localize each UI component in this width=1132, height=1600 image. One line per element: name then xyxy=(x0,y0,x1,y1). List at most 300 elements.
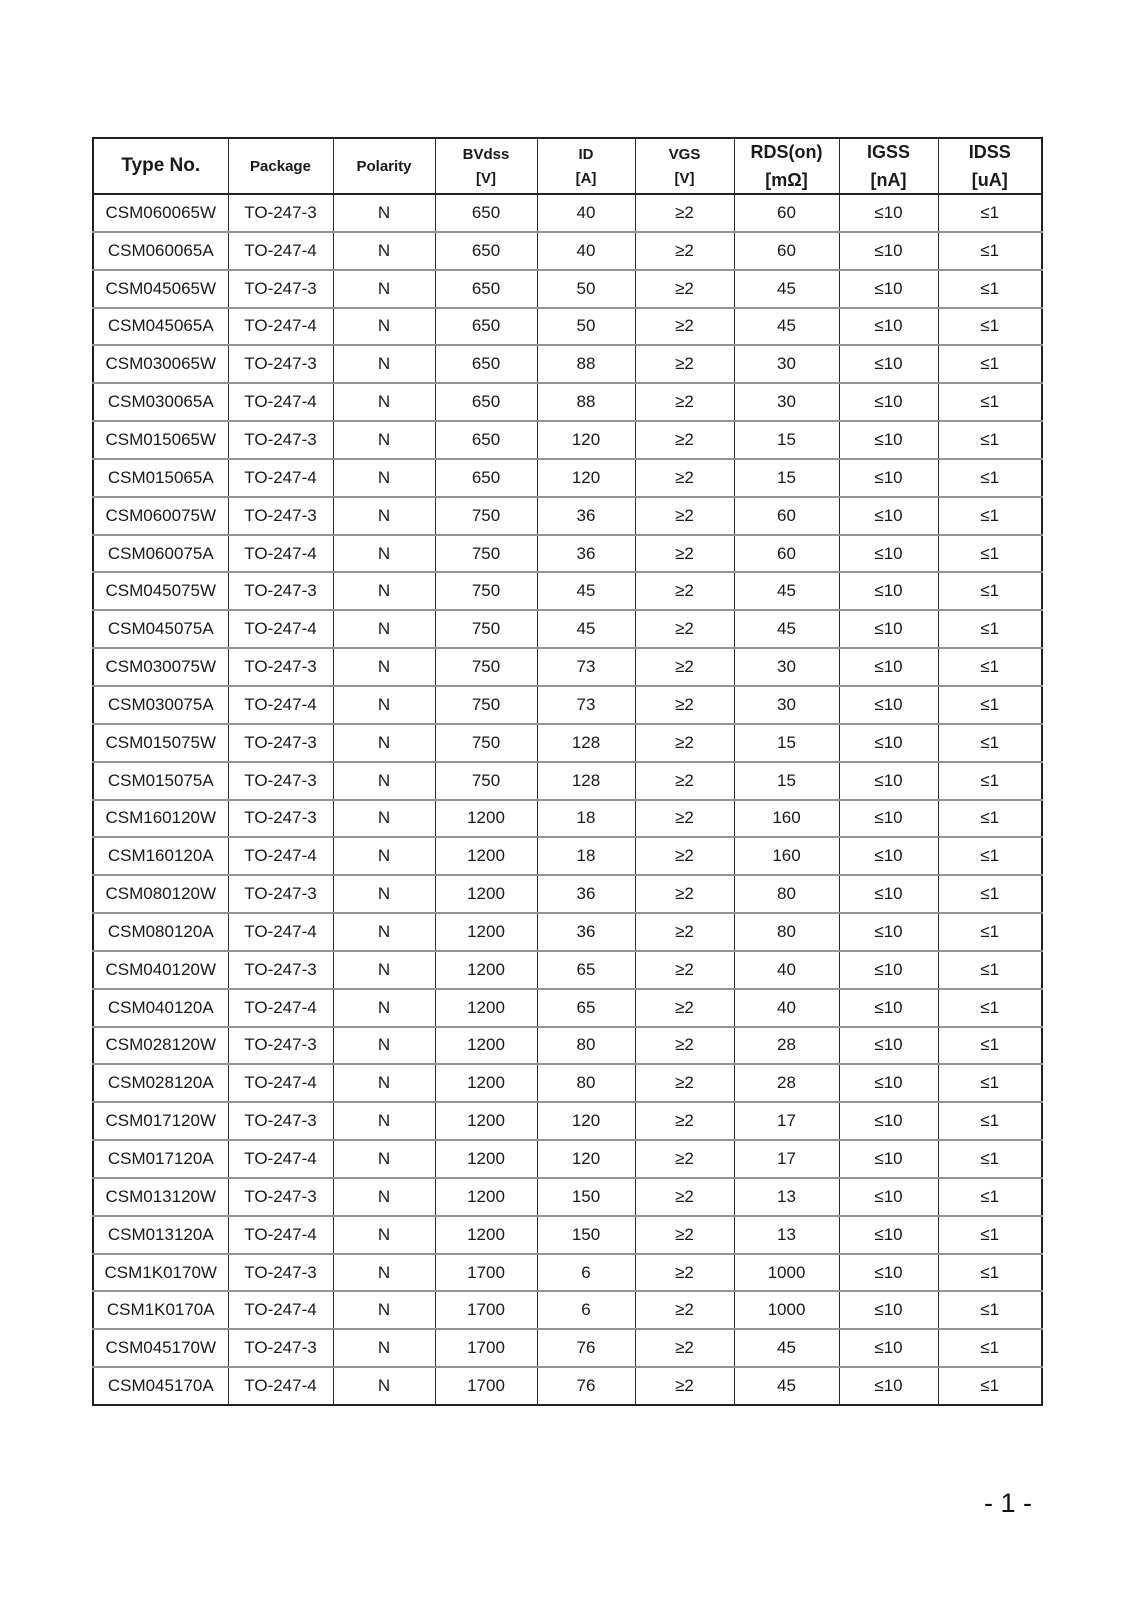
table-cell: 28 xyxy=(734,1027,839,1065)
table-cell: 45 xyxy=(734,1367,839,1405)
table-cell: 50 xyxy=(537,270,635,308)
table-cell: 1200 xyxy=(435,800,537,838)
table-cell: 65 xyxy=(537,951,635,989)
table-cell: ≤1 xyxy=(938,989,1042,1027)
table-cell: ≤10 xyxy=(839,497,938,535)
table-cell: ≥2 xyxy=(635,837,734,875)
column-unit: [nA] xyxy=(870,169,907,190)
table-cell: ≤1 xyxy=(938,913,1042,951)
table-cell: ≥2 xyxy=(635,762,734,800)
table-cell: 73 xyxy=(537,686,635,724)
table-row xyxy=(93,1216,1042,1254)
column-header-igss xyxy=(839,138,938,194)
table-cell: 73 xyxy=(537,648,635,686)
table-row xyxy=(93,762,1042,800)
table-cell: 1200 xyxy=(435,951,537,989)
table-cell: 76 xyxy=(537,1329,635,1367)
table-cell: 1200 xyxy=(435,837,537,875)
table-row xyxy=(93,1367,1042,1405)
table-cell: CSM015065A xyxy=(93,459,228,497)
table-row xyxy=(93,1064,1042,1102)
table-cell: ≤10 xyxy=(839,1291,938,1329)
table-cell: ≤10 xyxy=(839,648,938,686)
table-cell: ≤1 xyxy=(938,308,1042,346)
table-cell: 30 xyxy=(734,383,839,421)
table-cell: ≥2 xyxy=(635,270,734,308)
table-cell: CSM030075A xyxy=(93,686,228,724)
table-cell: CSM030075W xyxy=(93,648,228,686)
table-cell: ≥2 xyxy=(635,648,734,686)
table-cell: TO-247-3 xyxy=(228,345,333,383)
table-cell: 36 xyxy=(537,875,635,913)
table-cell: 45 xyxy=(734,572,839,610)
table-cell: CSM1K0170W xyxy=(93,1254,228,1292)
table-cell: ≥2 xyxy=(635,383,734,421)
table-cell: ≥2 xyxy=(635,1140,734,1178)
table-cell: CSM045065W xyxy=(93,270,228,308)
column-label: IDSS xyxy=(968,141,1011,162)
table-cell: ≥2 xyxy=(635,1367,734,1405)
table-cell: 650 xyxy=(435,308,537,346)
column-header-type-no xyxy=(93,138,228,194)
table-cell: 750 xyxy=(435,648,537,686)
table-cell: 1700 xyxy=(435,1367,537,1405)
table-cell: 17 xyxy=(734,1140,839,1178)
table-cell: 60 xyxy=(734,232,839,270)
table-cell: ≥2 xyxy=(635,232,734,270)
table-cell: 1700 xyxy=(435,1291,537,1329)
table-cell: 1700 xyxy=(435,1254,537,1292)
table-cell: ≥2 xyxy=(635,421,734,459)
table-cell: ≤10 xyxy=(839,232,938,270)
table-cell: TO-247-3 xyxy=(228,648,333,686)
table-cell: CSM045075W xyxy=(93,572,228,610)
column-label: BVdss xyxy=(462,145,510,163)
table-cell: 150 xyxy=(537,1178,635,1216)
table-cell: 650 xyxy=(435,345,537,383)
table-cell: CSM017120W xyxy=(93,1102,228,1140)
table-cell: ≤1 xyxy=(938,1102,1042,1140)
table-cell: TO-247-4 xyxy=(228,1064,333,1102)
table-cell: 88 xyxy=(537,383,635,421)
table-cell: N xyxy=(333,1216,435,1254)
table-cell: 40 xyxy=(537,232,635,270)
table-cell: 1200 xyxy=(435,913,537,951)
table-cell: 45 xyxy=(537,572,635,610)
table-cell: CSM060075A xyxy=(93,535,228,573)
table-cell: 120 xyxy=(537,459,635,497)
column-header-rdson xyxy=(734,138,839,194)
table-cell: ≤10 xyxy=(839,951,938,989)
table-cell: N xyxy=(333,1367,435,1405)
table-cell: ≥2 xyxy=(635,1329,734,1367)
table-cell: ≤1 xyxy=(938,1140,1042,1178)
table-cell: N xyxy=(333,951,435,989)
table-row xyxy=(93,1027,1042,1065)
table-cell: 60 xyxy=(734,497,839,535)
table-cell: CSM015075W xyxy=(93,724,228,762)
table-cell: 28 xyxy=(734,1064,839,1102)
table-cell: 45 xyxy=(734,270,839,308)
mosfet-spec-table xyxy=(92,137,1043,1406)
table-cell: 160 xyxy=(734,837,839,875)
table-cell: ≤10 xyxy=(839,913,938,951)
table-cell: TO-247-3 xyxy=(228,1027,333,1065)
table-cell: ≤10 xyxy=(839,800,938,838)
table-cell: ≤1 xyxy=(938,345,1042,383)
table-cell: 750 xyxy=(435,572,537,610)
column-unit: [V] xyxy=(674,169,695,187)
table-row xyxy=(93,270,1042,308)
table-cell: ≤10 xyxy=(839,1254,938,1292)
table-cell: N xyxy=(333,572,435,610)
table-cell: TO-247-3 xyxy=(228,270,333,308)
table-cell: 650 xyxy=(435,421,537,459)
table-cell: ≥2 xyxy=(635,875,734,913)
table-cell: 1200 xyxy=(435,1027,537,1065)
table-cell: TO-247-3 xyxy=(228,875,333,913)
table-cell: 80 xyxy=(537,1064,635,1102)
table-cell: 1200 xyxy=(435,1064,537,1102)
table-cell: ≤10 xyxy=(839,762,938,800)
table-cell: TO-247-4 xyxy=(228,1291,333,1329)
table-cell: 120 xyxy=(537,421,635,459)
table-cell: CSM017120A xyxy=(93,1140,228,1178)
table-cell: N xyxy=(333,345,435,383)
table-cell: ≤10 xyxy=(839,610,938,648)
column-header-id xyxy=(537,138,635,194)
column-unit: [mΩ] xyxy=(765,169,808,190)
table-cell: N xyxy=(333,875,435,913)
table-cell: N xyxy=(333,1291,435,1329)
table-cell: 15 xyxy=(734,459,839,497)
table-cell: 1200 xyxy=(435,1178,537,1216)
table-cell: N xyxy=(333,724,435,762)
table-cell: 13 xyxy=(734,1178,839,1216)
column-label: Type No. xyxy=(121,155,201,176)
table-cell: 30 xyxy=(734,345,839,383)
table-cell: ≤1 xyxy=(938,1291,1042,1329)
table-cell: ≤1 xyxy=(938,1178,1042,1216)
table-cell: 60 xyxy=(734,535,839,573)
table-cell: 15 xyxy=(734,762,839,800)
table-cell: 50 xyxy=(537,308,635,346)
table-cell: N xyxy=(333,270,435,308)
table-cell: 15 xyxy=(734,421,839,459)
table-cell: ≤10 xyxy=(839,1102,938,1140)
table-cell: CSM015065W xyxy=(93,421,228,459)
column-unit: [V] xyxy=(476,169,496,187)
table-row xyxy=(93,989,1042,1027)
table-cell: N xyxy=(333,762,435,800)
table-cell: ≤1 xyxy=(938,459,1042,497)
table-cell: TO-247-3 xyxy=(228,724,333,762)
table-cell: ≤10 xyxy=(839,383,938,421)
table-cell: ≥2 xyxy=(635,1291,734,1329)
table-cell: ≥2 xyxy=(635,1027,734,1065)
table-cell: ≤10 xyxy=(839,1027,938,1065)
table-row xyxy=(93,1254,1042,1292)
table-cell: CSM1K0170A xyxy=(93,1291,228,1329)
table-cell: ≥2 xyxy=(635,194,734,232)
table-cell: TO-247-3 xyxy=(228,1329,333,1367)
table-cell: 45 xyxy=(734,1329,839,1367)
table-cell: ≤1 xyxy=(938,421,1042,459)
table-cell: N xyxy=(333,497,435,535)
table-cell: 36 xyxy=(537,497,635,535)
table-cell: 40 xyxy=(734,951,839,989)
table-row xyxy=(93,610,1042,648)
table-cell: TO-247-4 xyxy=(228,610,333,648)
table-header xyxy=(93,138,1042,194)
table-cell: CSM040120A xyxy=(93,989,228,1027)
table-cell: TO-247-3 xyxy=(228,194,333,232)
table-cell: CSM060065A xyxy=(93,232,228,270)
table-cell: TO-247-3 xyxy=(228,800,333,838)
table-cell: ≤1 xyxy=(938,610,1042,648)
table-cell: ≤10 xyxy=(839,1178,938,1216)
table-row xyxy=(93,345,1042,383)
table-cell: CSM080120A xyxy=(93,913,228,951)
table-row xyxy=(93,1102,1042,1140)
table-cell: 650 xyxy=(435,383,537,421)
table-cell: 40 xyxy=(734,989,839,1027)
table-cell: 1200 xyxy=(435,1140,537,1178)
table-cell: TO-247-4 xyxy=(228,535,333,573)
table-cell: CSM028120A xyxy=(93,1064,228,1102)
table-cell: N xyxy=(333,1064,435,1102)
table-cell: 1200 xyxy=(435,875,537,913)
table-cell: ≥2 xyxy=(635,308,734,346)
table-cell: 15 xyxy=(734,724,839,762)
table-cell: ≥2 xyxy=(635,951,734,989)
table-row xyxy=(93,421,1042,459)
table-cell: N xyxy=(333,989,435,1027)
table-cell: 750 xyxy=(435,497,537,535)
column-label: RDS(on) xyxy=(750,141,823,162)
table-row xyxy=(93,308,1042,346)
table-cell: ≥2 xyxy=(635,989,734,1027)
table-cell: ≤1 xyxy=(938,535,1042,573)
column-header-polarity xyxy=(333,138,435,194)
table-cell: ≤10 xyxy=(839,459,938,497)
table-cell: CSM045065A xyxy=(93,308,228,346)
table-cell: 6 xyxy=(537,1254,635,1292)
table-cell: N xyxy=(333,800,435,838)
table-cell: 128 xyxy=(537,762,635,800)
table-cell: ≥2 xyxy=(635,800,734,838)
table-cell: 6 xyxy=(537,1291,635,1329)
table-cell: ≤1 xyxy=(938,800,1042,838)
table-cell: 30 xyxy=(734,686,839,724)
table-cell: 1000 xyxy=(734,1254,839,1292)
column-label: Polarity xyxy=(356,157,412,175)
table-cell: 750 xyxy=(435,762,537,800)
table-cell: N xyxy=(333,383,435,421)
table-cell: ≤10 xyxy=(839,875,938,913)
table-cell: ≥2 xyxy=(635,1254,734,1292)
table-cell: 750 xyxy=(435,535,537,573)
column-header-vgs xyxy=(635,138,734,194)
table-cell: ≤10 xyxy=(839,572,938,610)
table-cell: TO-247-3 xyxy=(228,1254,333,1292)
table-cell: 40 xyxy=(537,194,635,232)
table-row xyxy=(93,724,1042,762)
table-cell: 1700 xyxy=(435,1329,537,1367)
table-cell: 18 xyxy=(537,800,635,838)
table-cell: ≤1 xyxy=(938,724,1042,762)
table-cell: ≤1 xyxy=(938,383,1042,421)
table-cell: ≤1 xyxy=(938,837,1042,875)
table-cell: ≥2 xyxy=(635,345,734,383)
table-cell: ≤1 xyxy=(938,497,1042,535)
table-cell: N xyxy=(333,686,435,724)
table-cell: CSM030065W xyxy=(93,345,228,383)
table-cell: ≤10 xyxy=(839,1064,938,1102)
table-cell: ≤1 xyxy=(938,1064,1042,1102)
column-unit: [uA] xyxy=(971,169,1008,190)
table-row xyxy=(93,497,1042,535)
table-cell: CSM045170W xyxy=(93,1329,228,1367)
table-cell: N xyxy=(333,648,435,686)
table-cell: TO-247-3 xyxy=(228,572,333,610)
table-cell: 88 xyxy=(537,345,635,383)
table-cell: ≤1 xyxy=(938,951,1042,989)
table-cell: TO-247-4 xyxy=(228,1216,333,1254)
table-cell: 1000 xyxy=(734,1291,839,1329)
column-label: ID xyxy=(578,145,594,163)
table-cell: ≤10 xyxy=(839,345,938,383)
table-cell: 120 xyxy=(537,1102,635,1140)
table-cell: TO-247-4 xyxy=(228,1140,333,1178)
table-cell: ≤10 xyxy=(839,308,938,346)
table-cell: N xyxy=(333,610,435,648)
table-cell: N xyxy=(333,1178,435,1216)
table-cell: ≤10 xyxy=(839,421,938,459)
table-cell: TO-247-3 xyxy=(228,497,333,535)
table-cell: CSM013120W xyxy=(93,1178,228,1216)
table-cell: N xyxy=(333,1140,435,1178)
table-row xyxy=(93,837,1042,875)
table-cell: 128 xyxy=(537,724,635,762)
table-cell: ≤10 xyxy=(839,535,938,573)
table-cell: 36 xyxy=(537,535,635,573)
table-cell: CSM045075A xyxy=(93,610,228,648)
column-label: IGSS xyxy=(866,141,910,162)
table-row xyxy=(93,572,1042,610)
table-cell: N xyxy=(333,459,435,497)
table-row xyxy=(93,648,1042,686)
table-cell: N xyxy=(333,1027,435,1065)
table-row xyxy=(93,800,1042,838)
table-cell: 750 xyxy=(435,686,537,724)
table-cell: 17 xyxy=(734,1102,839,1140)
table-cell: CSM060075W xyxy=(93,497,228,535)
table-cell: ≥2 xyxy=(635,1064,734,1102)
table-cell: ≤1 xyxy=(938,572,1042,610)
table-cell: 750 xyxy=(435,610,537,648)
table-cell: ≤1 xyxy=(938,1367,1042,1405)
table-row xyxy=(93,459,1042,497)
table-row xyxy=(93,1291,1042,1329)
table-row xyxy=(93,951,1042,989)
table-cell: TO-247-4 xyxy=(228,459,333,497)
table-cell: ≤1 xyxy=(938,762,1042,800)
table-cell: ≥2 xyxy=(635,497,734,535)
table-cell: ≥2 xyxy=(635,459,734,497)
table-cell: 650 xyxy=(435,194,537,232)
table-cell: TO-247-4 xyxy=(228,308,333,346)
table-cell: ≤10 xyxy=(839,270,938,308)
table-cell: TO-247-4 xyxy=(228,989,333,1027)
table-cell: ≤1 xyxy=(938,1027,1042,1065)
table-row xyxy=(93,383,1042,421)
table-cell: 18 xyxy=(537,837,635,875)
table-cell: 45 xyxy=(734,610,839,648)
table-cell: N xyxy=(333,1102,435,1140)
table-cell: CSM030065A xyxy=(93,383,228,421)
table-cell: ≥2 xyxy=(635,572,734,610)
table-cell: N xyxy=(333,421,435,459)
column-unit: [A] xyxy=(575,169,597,187)
table-row xyxy=(93,686,1042,724)
table-cell: 1200 xyxy=(435,989,537,1027)
table-cell: TO-247-3 xyxy=(228,951,333,989)
column-label: VGS xyxy=(668,145,701,163)
table-cell: TO-247-4 xyxy=(228,383,333,421)
table-cell: N xyxy=(333,837,435,875)
table-cell: 750 xyxy=(435,724,537,762)
table-cell: 30 xyxy=(734,648,839,686)
table-cell: N xyxy=(333,232,435,270)
column-header-bvdss xyxy=(435,138,537,194)
table-row xyxy=(93,194,1042,232)
table-cell: 36 xyxy=(537,913,635,951)
table-cell: CSM028120W xyxy=(93,1027,228,1065)
table-cell: TO-247-3 xyxy=(228,421,333,459)
table-cell: TO-247-4 xyxy=(228,232,333,270)
table-cell: TO-247-4 xyxy=(228,686,333,724)
table-cell: ≥2 xyxy=(635,724,734,762)
table-cell: ≤1 xyxy=(938,686,1042,724)
table-cell: ≤1 xyxy=(938,1216,1042,1254)
table-cell: ≤10 xyxy=(839,1140,938,1178)
table-cell: ≥2 xyxy=(635,913,734,951)
column-header-idss xyxy=(938,138,1042,194)
table-row xyxy=(93,232,1042,270)
table-cell: CSM160120A xyxy=(93,837,228,875)
table-row xyxy=(93,535,1042,573)
table-cell: 13 xyxy=(734,1216,839,1254)
table-cell: 160 xyxy=(734,800,839,838)
table-cell: ≤1 xyxy=(938,1329,1042,1367)
table-cell: 80 xyxy=(734,875,839,913)
table-cell: ≤10 xyxy=(839,1329,938,1367)
table-cell: N xyxy=(333,1254,435,1292)
table-cell: 150 xyxy=(537,1216,635,1254)
table-cell: ≥2 xyxy=(635,535,734,573)
table-cell: TO-247-4 xyxy=(228,913,333,951)
table-row xyxy=(93,875,1042,913)
table-cell: ≥2 xyxy=(635,1178,734,1216)
table-cell: 650 xyxy=(435,232,537,270)
table-cell: 1200 xyxy=(435,1216,537,1254)
table-cell: CSM040120W xyxy=(93,951,228,989)
table-cell: ≥2 xyxy=(635,686,734,724)
table-cell: 120 xyxy=(537,1140,635,1178)
table-cell: ≤10 xyxy=(839,194,938,232)
table-cell: N xyxy=(333,308,435,346)
